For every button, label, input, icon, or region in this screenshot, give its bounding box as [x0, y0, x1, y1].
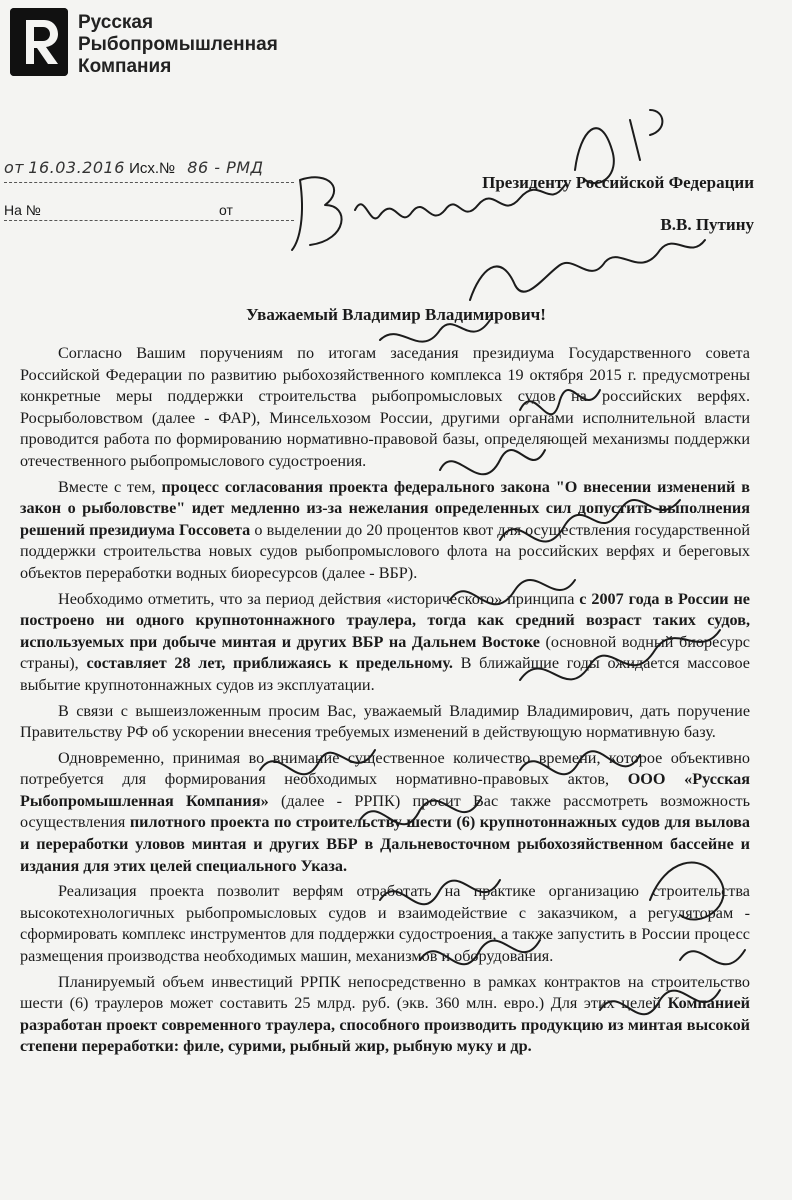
incoming-reference — [4, 202, 294, 218]
paragraph-5-text-mid: (далее - РРПК) просит Вас также рассмотреть возможность осуществления — [20, 791, 751, 832]
incoming-from-prefix: от — [219, 202, 233, 218]
paragraph-6: Реализация проекта позволит верфям отработать на практике организацию строительства высокотехнологичных рыбопромысловых судов и взаимодействие с заказчиком, а регуляторам - сформировать комплекс инструментов для поддержки судостроения, а также запустить в России процесс размещения производства необходимых машин, механизмов и оборудования. — [20, 882, 750, 966]
paragraph-7-bold: Компанией разработан проект современного траулера, способного производить продукцию из минтая высокой степени переработки: филе, сурими, рыбный жир, рыбную муку и др. — [20, 994, 750, 1056]
incoming-number-prefix: На № — [4, 202, 41, 218]
paragraph-3 — [20, 589, 750, 697]
salutation: Уважаемый Владимир Владимирович! — [246, 305, 546, 324]
paragraph-7-text: Планируемый объем инвестиций РРПК непосредственно в рамках контрактов на строительство шести (6) траулеров может составить 25 млрд. руб. (экв. 360 млн. евро.) Для этих целей — [20, 972, 750, 1013]
company-name-line3: Компания — [78, 56, 172, 77]
company-logo-icon — [10, 8, 68, 76]
paragraph-3-bold: с 2007 года в России не построено ни одного крупнотоннажного траулера, тогда как средний возраст таких судов, используемых при добыче минтая и других ВБР на Дальнем Востоке — [20, 589, 750, 651]
outgoing-rule — [4, 182, 294, 183]
paragraph-4: В связи с вышеизложенным просим Вас, уважаемый Владимир Владимирович, дать поручение Правительству РФ об ускорении внесения требуемых изменений в действующую нормативную базу. — [20, 701, 750, 742]
outgoing-number-prefix: Исх.№ — [129, 160, 176, 177]
paragraph-5-text: Одновременно, принимая во внимание существенное количество времени, которое объективно потребуется для формирования необходимых нормативно-правовых актов, — [20, 748, 750, 789]
addressee-title: Президенту Российской Федерации — [482, 173, 754, 192]
paragraph-2-bold: процесс согласования проекта федерального закона "О внесении изменений в закон о рыболовстве" идет медленно из-за нежелания определенных сил допустить выполнения решений президиума Госсовета — [20, 477, 750, 539]
company-name-line1: Русская — [78, 12, 154, 33]
paragraph-7 — [20, 972, 750, 1058]
paragraph-5-bold: пилотного проекта по строительству шести (6) крупнотоннажных судов для вылова и переработки уловов минтая и других ВБР в Дальневосточном рыбохозяйственном бассейне и издания для этих целей специального Указа. — [20, 813, 750, 875]
paragraph-2-text-end: о выделении до 20 процентов квот для осуществления государственной поддержки строительства новых судов рыбопромыслового флота на российских верфях и береговых объектов переработки водных биоресурсов (далее - ВБР). — [20, 520, 750, 582]
paragraph-3-text-mid: (основной водный биоресурс страны), — [20, 632, 750, 673]
paragraph-3-text: Необходимо отметить, что за период действия «исторического» принципа — [58, 589, 580, 608]
company-name — [78, 12, 278, 78]
outgoing-from-prefix: от — [4, 158, 25, 177]
paragraph-5 — [20, 748, 750, 878]
letter-body — [20, 343, 750, 1062]
company-name-line2: Рыбопромышленная — [78, 34, 278, 55]
paragraph-2-text: Вместе с тем, — [58, 477, 162, 496]
outgoing-reference — [4, 158, 294, 182]
paragraph-3-text-end: В ближайшие годы ожидается массовое выбытие крупнотоннажных судов из эксплуатации. — [20, 654, 750, 694]
paragraph-5-company: ООО «Русская Рыбопромышленная Компания» — [20, 770, 751, 810]
paragraph-2 — [20, 477, 750, 585]
outgoing-date: 16.03.2016 — [28, 158, 125, 177]
paragraph-1: Согласно Вашим поручениям по итогам заседания президиума Государственного совета Российской Федерации по развитию рыбохозяйственного комплекса 19 октября 2015 г. предусмотрены конкретные меры поддержки строительства рыбопромысловых судов на российских верфях. Росрыболовством (далее - ФАР), Минсельхозом России, другими органами исполнительной власти проводится работа по формированию нормативно-правовой базы, определяющей механизмы поддержки отечественного рыбопромыслового судостроения. — [20, 344, 750, 470]
incoming-rule — [4, 220, 294, 221]
outgoing-number: 86 - РМД — [187, 158, 264, 177]
addressee — [482, 162, 754, 246]
paragraph-3-bold-end: составляет 28 лет, приближаясь к предельному. — [86, 654, 453, 673]
addressee-name: В.В. Путину — [660, 215, 754, 234]
